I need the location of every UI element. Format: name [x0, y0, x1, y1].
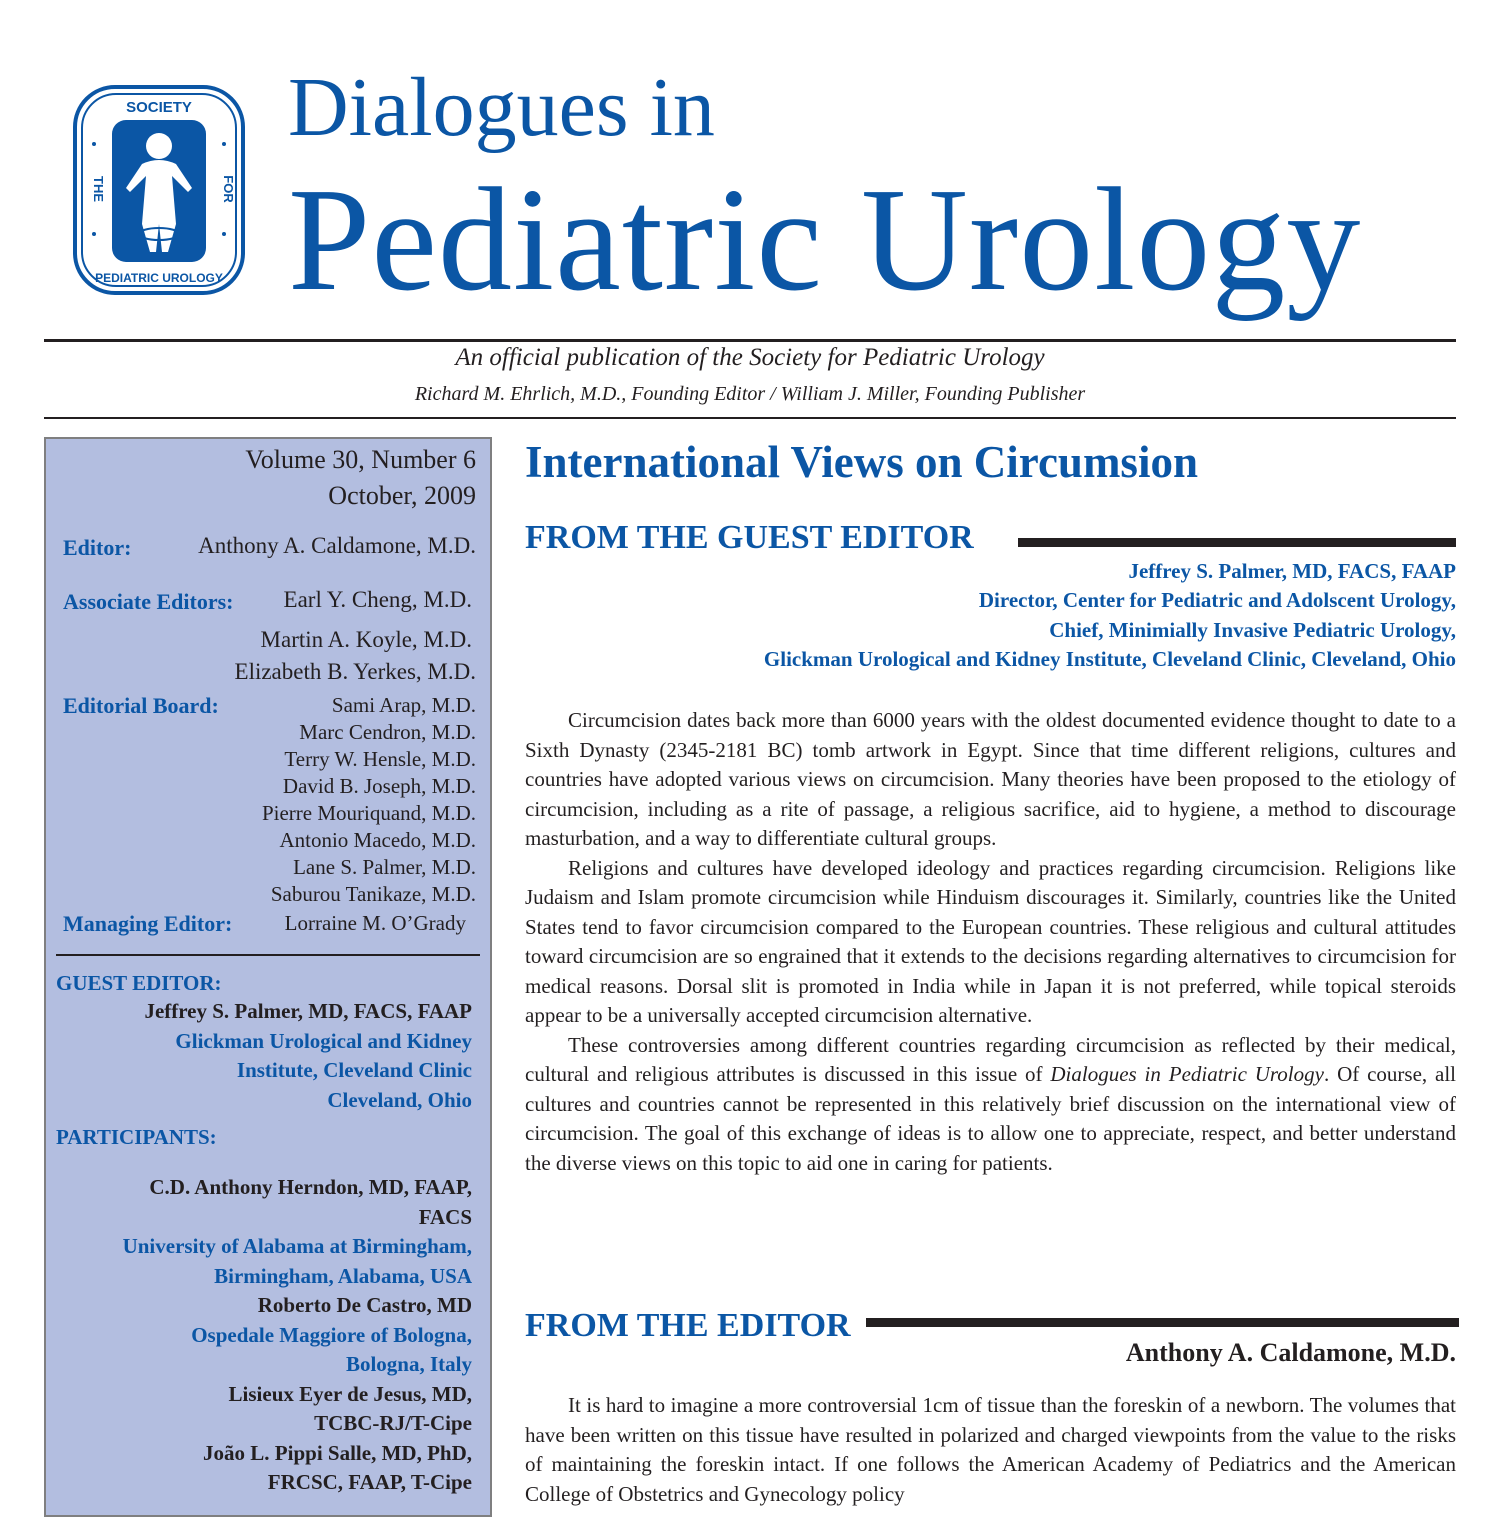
guest-section-heading: FROM THE GUEST EDITOR: [525, 519, 984, 557]
participant-name: FACS: [418, 1204, 472, 1229]
logo-right-text: FOR: [221, 175, 236, 203]
participant-affiliation: Birmingham, Alabama, USA: [214, 1263, 472, 1288]
guest-byline-title: Chief, Minimially Invasive Pediatric Urology,: [1049, 618, 1456, 642]
board-member: Marc Cendron, M.D.: [299, 720, 476, 744]
editor-byline: Anthony A. Caldamone, M.D.: [1125, 1338, 1456, 1367]
board-member: Antonio Macedo, M.D.: [279, 828, 476, 852]
masthead-rule-bottom: [44, 417, 1456, 419]
editor-label: Editor:: [63, 535, 132, 560]
volume-number: Volume 30, Number 6: [245, 445, 476, 474]
board-member: Terry W. Hensle, M.D.: [284, 747, 476, 771]
masthead-tagline: An official publication of the Society for Pediatric Urology: [455, 344, 1045, 371]
guest-editor-affiliation: Cleveland, Ohio: [327, 1088, 472, 1112]
board-member: Sami Arap, M.D.: [331, 693, 476, 717]
board-member: Pierre Mouriquand, M.D.: [261, 801, 476, 825]
body-paragraph: Religions and cultures have developed ideology and practices regarding circumcision. Religions like Judaism and Islam promote circumcision while Hinduism discourages it. Similarly, countries like the United States tend to favor circumcision compared to the European countries. These religious and cultural attitudes toward circumcision are so engrained that it extends to the decisions regarding alternatives to circumcision for medical reasons. Dorsal slit is promoted in India while in Japan it is not preferred, while topical steroids appear to be a universally accepted circumcision alternative.: [525, 855, 1456, 1027]
society-logo: [72, 84, 246, 296]
body-paragraph: Circumcision dates back more than 6000 years with the oldest documented evidence thought to date to a Sixth Dynasty (2345-2181 BC) tomb artwork in Egypt. Since that time different religions, cultures and countries have adopted various views on circumcision. Many theories have been proposed to the etiology of circumcision, including as a rite of passage, a religious sacrifice, aid to hygiene, a method to discourage masturbation, and a way to differentiate cultural groups.: [525, 708, 1456, 850]
guest-byline-title: Director, Center for Pediatric and Adolscent Urology,: [978, 588, 1456, 612]
associate-editor: Elizabeth B. Yerkes, M.D.: [234, 659, 476, 684]
guest-editor-affiliation: Glickman Urological and Kidney: [175, 1029, 472, 1053]
participant-affiliation: Bologna, Italy: [345, 1352, 472, 1376]
editor-section-body: [525, 1391, 1456, 1509]
participant-name: C.D. Anthony Herndon, MD, FAAP,: [149, 1175, 472, 1199]
issue-date: October, 2009: [328, 481, 476, 510]
associate-editor: Martin A. Koyle, M.D.: [260, 627, 472, 652]
masthead-founders: Richard M. Ehrlich, M.D., Founding Editor / William J. Miller, Founding Publisher: [414, 383, 1086, 405]
board-member: Saburou Tanikaze, M.D.: [270, 882, 476, 906]
guest-editor-name: Jeffrey S. Palmer, MD, FACS, FAAP: [144, 999, 472, 1023]
board-member: Lane S. Palmer, M.D.: [293, 855, 476, 879]
guest-section-bar: [1018, 538, 1456, 547]
participant-name: TCBC-RJ/T-Cipe: [314, 1411, 472, 1435]
body-paragraph: These controversies among different countries regarding circumcision as reflected by their medical, cultural and religious attributes is discussed in this issue of Dialogues in Pediatric Urology. Of course, all cultures and countries cannot be represented in this relatively brief discussion on the international view of circumcision. The goal of this exchange of ideas is to allow one to appreciate, respect, and better understand the diverse views on this topic to aid one in caring for patients.: [525, 1032, 1456, 1175]
sidebar-box: [44, 437, 492, 1517]
guest-byline-name: Jeffrey S. Palmer, MD, FACS, FAAP: [1128, 559, 1456, 583]
participant-name: FRCSC, FAAP, T-Cipe: [267, 1470, 472, 1494]
body-paragraph: It is hard to imagine a more controversial 1cm of tissue than the foreskin of a newborn. The volumes that have been written on this tissue have resulted in polarized and charged viewpoints from the value to the risks of maintaining the foreskin intact. If one follows the American Academy of Pediatrics and the American College of Obstetrics and Gynecology policy: [525, 1393, 1456, 1506]
editor-section-heading: FROM THE EDITOR: [525, 1307, 859, 1345]
managing-editor-label: Managing Editor:: [63, 911, 233, 936]
board-member: David B. Joseph, M.D.: [282, 774, 476, 798]
associate-editors-label: Associate Editors:: [63, 589, 234, 614]
logo-bottom-text: PEDIATRIC UROLOGY: [95, 271, 223, 285]
masthead-rule-top: [44, 339, 1456, 342]
sidebar-divider: [56, 954, 480, 956]
participant-name: Roberto De Castro, MD: [257, 1293, 472, 1317]
participant-name: Lisieux Eyer de Jesus, MD,: [228, 1381, 472, 1406]
participant-affiliation: Ospedale Maggiore of Bologna,: [191, 1322, 472, 1347]
editor-name: Anthony A. Caldamone, M.D.: [198, 533, 476, 558]
masthead-title-line2: Pediatric Urology: [288, 158, 1362, 322]
logo-top-text: SOCIETY: [126, 99, 192, 116]
managing-editor-name: Lorraine M. O’Grady: [284, 911, 466, 935]
participant-name: João L. Pippi Salle, MD, PhD,: [203, 1440, 472, 1465]
journal-name-italic: Dialogues in Pediatric Urology: [1050, 1062, 1324, 1086]
guest-section-body: [525, 706, 1456, 1178]
article-title: International Views on Circumsion: [525, 437, 1198, 487]
logo-left-text: THE: [91, 176, 106, 202]
editorial-board-label: Editorial Board:: [63, 693, 219, 718]
participant-affiliation: University of Alabama at Birmingham,: [122, 1234, 472, 1258]
editor-section-bar: [866, 1318, 1459, 1327]
guest-editor-heading: GUEST EDITOR:: [56, 971, 222, 995]
associate-editor: Earl Y. Cheng, M.D.: [283, 587, 472, 612]
guest-byline-affiliation: Glickman Urological and Kidney Institute, Cleveland Clinic, Cleveland, Ohio: [763, 647, 1456, 671]
guest-editor-affiliation: Institute, Cleveland Clinic: [236, 1058, 472, 1082]
participants-heading: PARTICIPANTS:: [56, 1125, 217, 1149]
masthead-title-line1: Dialogues in: [288, 61, 715, 154]
